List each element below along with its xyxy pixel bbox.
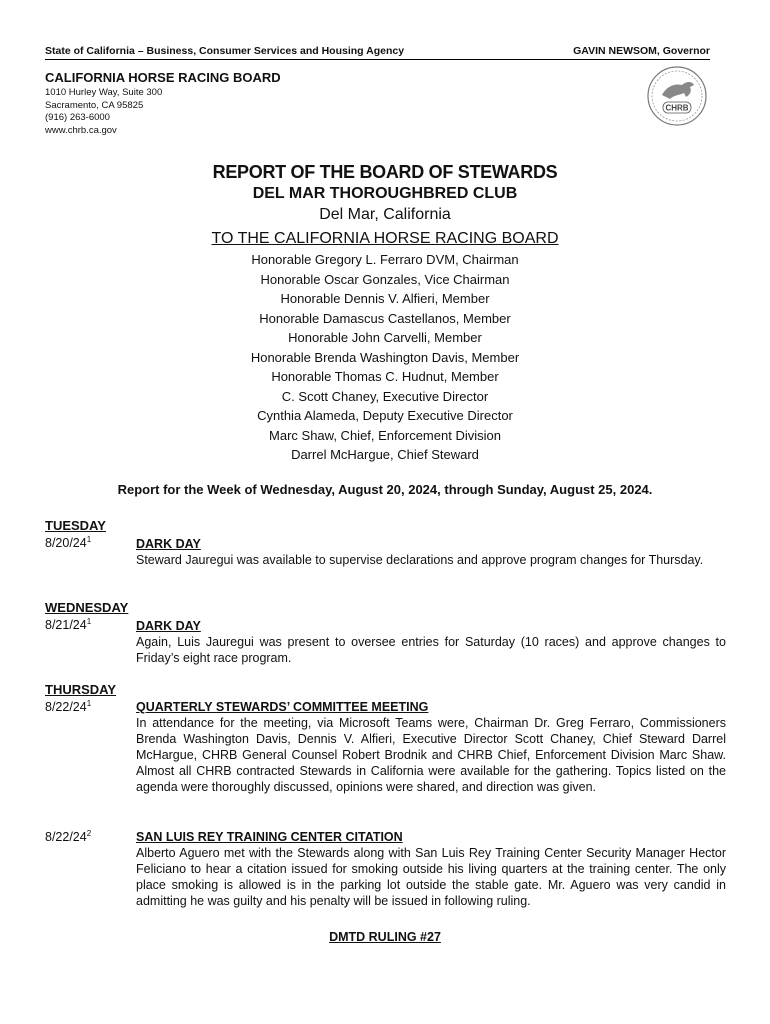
entry-body: In attendance for the meeting, via Microsoft Teams were, Chairman Dr. Greg Ferraro, Commissioners Brenda Washington Davis, Dennis V. Alfieri, Executive Director Scott Chaney, Chief Steward Darrel McHargue, CHRB General Counsel Robert Brodnik and CHRB Chief, Enforcement Division Marc Shaw. Almost all CHRB contracted Stewards in California were available for the gathering. Topics listed on the agenda were thoroughly discussed, opinions were shared, and direction was given.	[136, 716, 726, 794]
day-label: WEDNESDAY	[45, 600, 129, 615]
agency-line: State of California – Business, Consumer Services and Housing Agency	[45, 45, 405, 57]
club-location: Del Mar, California	[319, 206, 451, 223]
entry-date: $8/21/24^1$	[45, 617, 92, 633]
org-address	[45, 87, 162, 137]
day-label: TUESDAY	[45, 518, 106, 533]
entry-heading: DARK DAY	[136, 537, 201, 551]
member-line: Honorable Brenda Washington Davis, Member	[250, 349, 520, 365]
address-line: Sacramento, CA 95825	[45, 99, 144, 111]
entry-body: Steward Jauregui was available to supervise declarations and approve program changes for Thursday.	[136, 553, 704, 567]
entry-date: $8/20/24^1$	[45, 535, 92, 551]
entry-heading: DARK DAY	[136, 619, 201, 633]
report-entry	[136, 536, 726, 568]
entry-body: Again, Luis Jauregui was present to oversee entries for Saturday (10 races) and approve changes to Friday’s eight race program.	[136, 635, 726, 665]
chrb-seal-logo	[646, 65, 708, 127]
member-line: C. Scott Chaney, Executive Director	[281, 388, 489, 404]
footnote-marker: 1	[86, 699, 92, 708]
addressee: TO THE CALIFORNIA HORSE RACING BOARD	[211, 230, 559, 247]
website-line: www.chrb.ca.gov	[45, 124, 117, 136]
member-line: Honorable Damascus Castellanos, Member	[259, 310, 511, 326]
member-line: Honorable John Carvelli, Member	[288, 330, 482, 345]
member-line: Darrel McHargue, Chief Steward	[291, 447, 479, 462]
board-members-list	[0, 250, 770, 465]
member-line: Cynthia Alameda, Deputy Executive Director	[257, 408, 513, 423]
report-entry	[136, 618, 726, 666]
day-label: THURSDAY	[45, 682, 117, 697]
member-line: Honorable Gregory L. Ferraro DVM, Chairman	[251, 252, 519, 267]
footnote-marker: 1	[86, 617, 92, 626]
ruling-heading: DMTD RULING #27	[329, 930, 441, 944]
report-entry	[136, 699, 726, 795]
entry-body: Alberto Aguero met with the Stewards along with San Luis Rey Training Center Security Manager Hector Feliciano to hear a citation issued for smoking outside his living quarters at the training center. The only place smoking is allowed is in the parking lot outside the stable gate. Mr. Aguero was very candid in admitting he was guilty and his penalty will be issued in following ruling.	[136, 846, 726, 908]
report-title: REPORT OF THE BOARD OF STEWARDS	[212, 162, 558, 182]
report-week: Report for the Week of Wednesday, August 20, 2024, through Sunday, August 25, 2024.	[117, 482, 653, 497]
club-name: DEL MAR THOROUGHBRED CLUB	[252, 185, 518, 202]
footnote-marker: 2	[86, 829, 92, 838]
report-entry	[136, 829, 726, 909]
entry-heading: QUARTERLY STEWARDS’ COMMITTEE MEETING	[136, 700, 429, 714]
member-line: Honorable Dennis V. Alfieri, Member	[280, 291, 490, 306]
letterhead-bar	[45, 45, 710, 60]
seal-text: CHRB	[665, 103, 689, 113]
governor-line: GAVIN NEWSOM, Governor	[573, 45, 710, 57]
member-line: Honorable Oscar Gonzales, Vice Chairman	[260, 271, 510, 287]
entry-date: $8/22/24^1$	[45, 699, 92, 715]
entry-date: $8/22/24^2$	[45, 829, 92, 845]
member-line: Honorable Thomas C. Hudnut, Member	[271, 369, 499, 384]
member-line: Marc Shaw, Chief, Enforcement Division	[269, 427, 501, 443]
org-name: CALIFORNIA HORSE RACING BOARD	[45, 70, 281, 85]
footnote-marker: 1	[86, 535, 92, 544]
phone-line: (916) 263-6000	[45, 112, 110, 123]
address-line: 1010 Hurley Way, Suite 300	[45, 87, 163, 98]
entry-heading: SAN LUIS REY TRAINING CENTER CITATION	[136, 830, 403, 844]
